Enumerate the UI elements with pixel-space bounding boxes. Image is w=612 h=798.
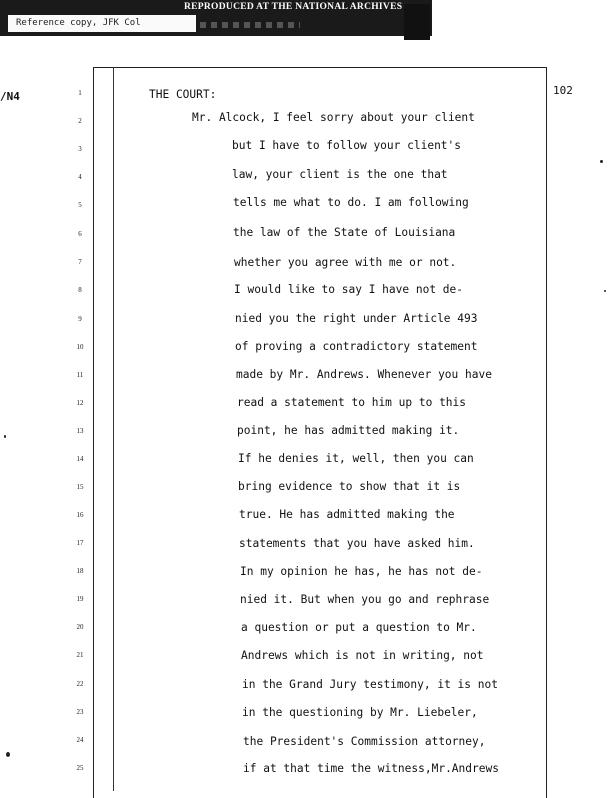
transcript-line: If he denies it, well, then you can (238, 452, 474, 465)
line-number: 6 (78, 230, 82, 238)
line-number: 15 (76, 483, 84, 491)
line-number-rule (113, 67, 114, 791)
line-number: 16 (76, 511, 84, 519)
transcript-line: the President's Commission attorney, (243, 735, 486, 748)
line-number: 17 (76, 539, 84, 547)
line-number: 10 (76, 343, 84, 351)
line-number: 20 (76, 623, 84, 631)
transcript-line: in the Grand Jury testimony, it is not (242, 678, 498, 691)
transcript-line: if at that time the witness,Mr.Andrews (243, 762, 499, 775)
transcript-line: In my opinion he has, he has not de- (240, 565, 483, 578)
transcript-line: made by Mr. Andrews. Whenever you have (236, 368, 492, 381)
line-number: 14 (76, 455, 84, 463)
transcript-line: I would like to say I have not de- (234, 283, 464, 296)
transcript-line: Andrews which is not in writing, not (241, 649, 484, 662)
line-number: 9 (78, 315, 82, 323)
reference-copy-label: Reference copy, JFK Col (8, 15, 196, 32)
line-number: 18 (76, 567, 84, 575)
margin-label: /N4 (0, 90, 20, 103)
page-number: 102 (553, 84, 573, 97)
transcript-line: of proving a contradictory statement (235, 340, 478, 353)
transcript-line: nied you the right under Article 493 (235, 312, 478, 325)
line-number: 1 (78, 89, 82, 97)
banner-edge-block (404, 4, 430, 40)
line-number: 12 (76, 399, 84, 407)
line-number: 19 (76, 595, 84, 603)
transcript-line: nied it. But when you go and rephrase (240, 593, 490, 606)
line-number: 21 (76, 651, 84, 659)
line-number: 7 (78, 258, 82, 266)
transcript-line: whether you agree with me or not. (234, 256, 457, 269)
scan-speck (6, 752, 10, 757)
scan-speck (600, 160, 603, 163)
transcript-line: bring evidence to show that it is (238, 480, 461, 493)
transcript-line: law, your client is the one that (232, 168, 448, 181)
scan-speck (4, 435, 6, 438)
transcript-line: in the questioning by Mr. Liebeler, (242, 706, 478, 719)
banner-stamp-mark (200, 22, 300, 28)
line-number: 2 (78, 117, 82, 125)
transcript-line: but I have to follow your client's (232, 139, 462, 152)
line-number: 4 (78, 173, 82, 181)
line-number: 24 (76, 736, 84, 744)
transcript-line: Mr. Alcock, I feel sorry about your client (192, 111, 475, 124)
transcript-line: THE COURT: (149, 88, 217, 101)
transcript-line: read a statement to him up to this (237, 396, 467, 409)
line-number: 22 (76, 680, 84, 688)
archives-banner-title: REPRODUCED AT THE NATIONAL ARCHIVES (184, 2, 403, 12)
transcript-line: a question or put a question to Mr. (241, 621, 477, 634)
line-number: 23 (76, 708, 84, 716)
line-number: 25 (76, 764, 84, 772)
transcript-line: the law of the State of Louisiana (233, 226, 456, 239)
scan-speck (604, 290, 606, 292)
line-number: 8 (78, 286, 82, 294)
transcript-line: point, he has admitted making it. (237, 424, 460, 437)
transcript-line: tells me what to do. I am following (233, 196, 469, 209)
line-number: 11 (76, 371, 84, 379)
line-number: 5 (78, 201, 82, 209)
transcript-line: true. He has admitted making the (239, 508, 455, 521)
archives-banner (0, 0, 432, 36)
line-number: 13 (76, 427, 84, 435)
transcript-line: statements that you have asked him. (239, 537, 475, 550)
line-number: 3 (78, 145, 82, 153)
